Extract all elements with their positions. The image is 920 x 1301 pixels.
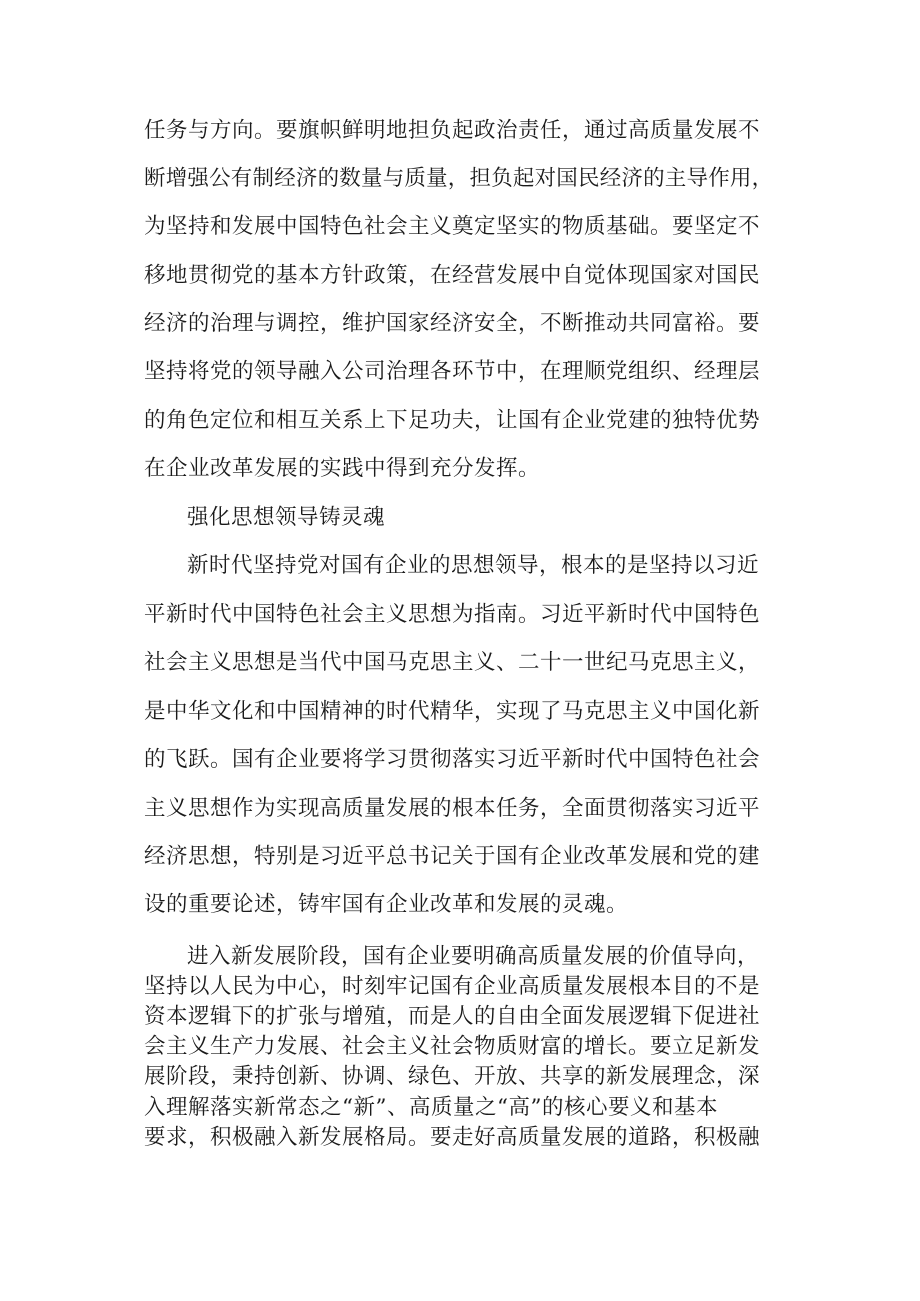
paragraph-line: 设的重要论述，铸牢国有企业改革和发展的灵魂。 bbox=[144, 892, 629, 917]
paragraph-line: 经济的治理与调控，维护国家经济安全，不断推动共同富裕。要 bbox=[144, 311, 761, 336]
paragraph-line: 会主义生产力发展、社会主义社会物质财富的增长。要立足新发 bbox=[144, 1034, 761, 1059]
paragraph-line: 坚持将党的领导融入公司治理各环节中，在理顺党组织、经理层 bbox=[144, 359, 761, 384]
section-heading: 强化思想领导铸灵魂 bbox=[187, 505, 386, 530]
paragraph-line: 展阶段，秉持创新、协调、绿色、开放、共享的新发展理念，深 bbox=[144, 1064, 761, 1089]
paragraph-line: 社会主义思想是当代中国马克思主义、二十一世纪马克思主义， bbox=[144, 650, 761, 675]
paragraph-line: 断增强公有制经济的数量与质量，担负起对国民经济的主导作用， bbox=[144, 166, 774, 191]
paragraph-line: 资本逻辑下的扩张与增殖，而是人的自由全面发展逻辑下促进社 bbox=[144, 1004, 761, 1029]
paragraph-line: 坚持以人民为中心，时刻牢记国有企业高质量发展根本目的不是 bbox=[144, 974, 761, 999]
paragraph-line: 新时代坚持党对国有企业的思想领导，根本的是坚持以习近 bbox=[187, 553, 760, 578]
paragraph-line: 要求，积极融入新发展格局。要走好高质量发展的道路，积极融 bbox=[144, 1125, 761, 1150]
paragraph-line: 的飞跃。国有企业要将学习贯彻落实习近平新时代中国特色社会 bbox=[144, 747, 761, 772]
paragraph-line: 移地贯彻党的基本方针政策，在经营发展中自觉体现国家对国民 bbox=[144, 263, 761, 288]
paragraph-line: 在企业改革发展的实践中得到充分发挥。 bbox=[144, 456, 541, 481]
paragraph-line: 进入新发展阶段，国有企业要明确高质量发展的价值导向， bbox=[187, 944, 760, 969]
paragraph-line: 为坚持和发展中国特色社会主义奠定坚实的物质基础。要坚定不 bbox=[144, 214, 761, 239]
paragraph-line: 平新时代中国特色社会主义思想为指南。习近平新时代中国特色 bbox=[144, 602, 761, 627]
paragraph-line: 经济思想，特别是习近平总书记关于国有企业改革发展和党的建 bbox=[144, 844, 761, 869]
paragraph-line: 是中华文化和中国精神的时代精华，实现了马克思主义中国化新 bbox=[144, 699, 761, 724]
paragraph-line: 入理解落实新常态之“新”、高质量之“高”的核心要义和基本 bbox=[144, 1095, 718, 1120]
paragraph-line: 主义思想作为实现高质量发展的根本任务，全面贯彻落实习近平 bbox=[144, 796, 761, 821]
paragraph-line: 任务与方向。要旗帜鲜明地担负起政治责任，通过高质量发展不 bbox=[144, 118, 761, 143]
paragraph-line: 的角色定位和相互关系上下足功夫，让国有企业党建的独特优势 bbox=[144, 408, 761, 433]
